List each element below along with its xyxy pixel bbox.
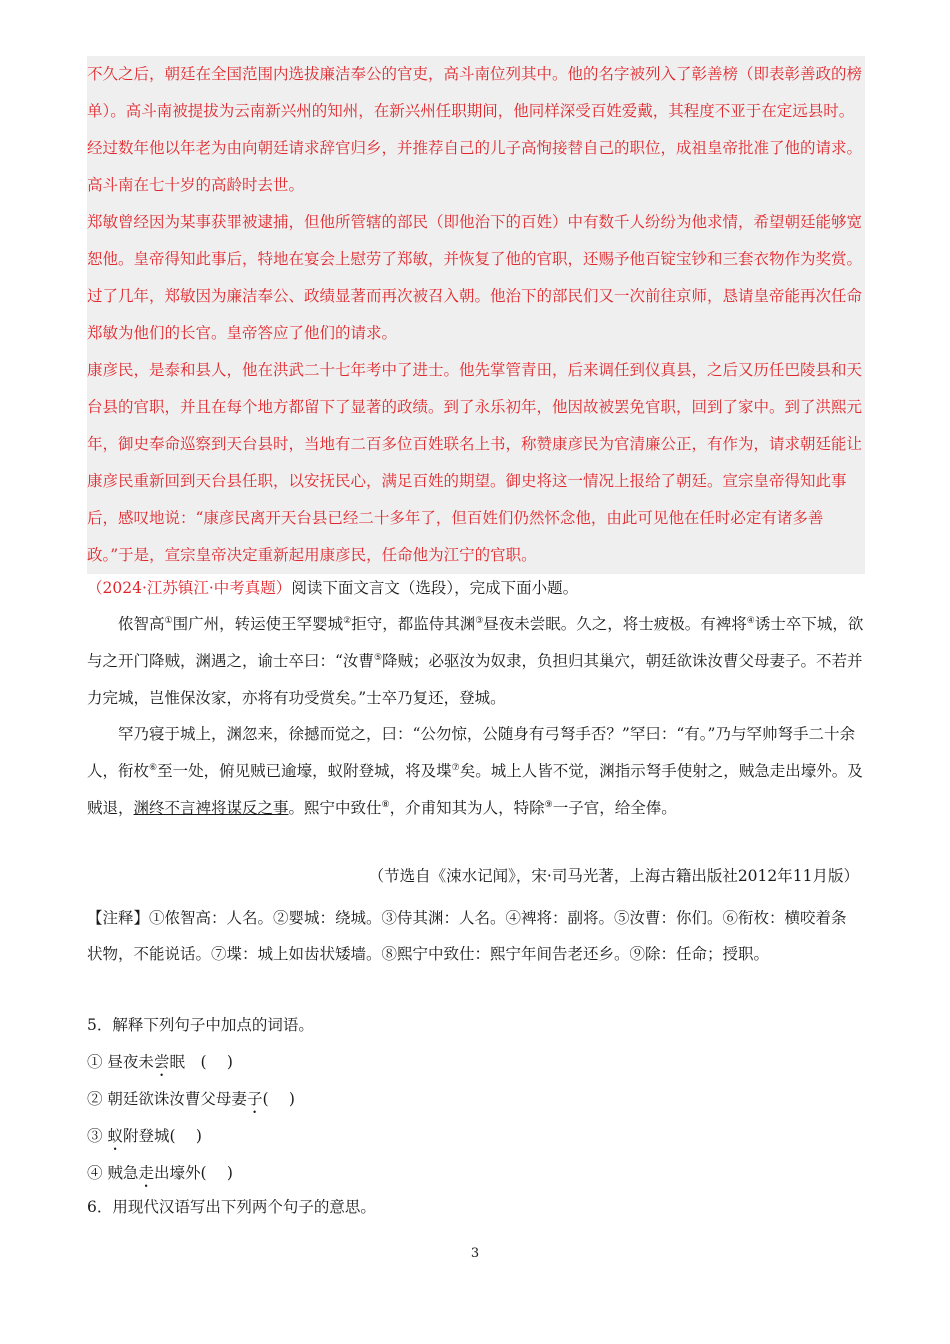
question-6-stem: 6．用现代汉语写出下列两个句子的意思。 xyxy=(87,1198,376,1216)
translation-paragraph-3: 康彦民，是泰和县人，他在洪武二十七年考中了进士。他先掌管青田，后来调任到仪真县，之后又历任巴陵县和天台县的官职，并且在每个地方都留下了显著的政绩。到了永乐初年，他因故被罢免官职，回到了家中。到了洪熙元年，御史奉命巡察到天台县时，当地有二百多位百姓联名上书，称赞康彦民为官清廉公正，有作为，请求朝廷能让康彦民重新回到天台县任职，以安抚民心，满足百姓的期望。御史将这一情况上报给了朝廷。宣宗皇帝得知此事后，感叹地说：“康彦民离开天台县已经二十多年了，但百姓们仍然怀念他，由此可见他在任时必定有诸多善政。”于是，宣宗皇帝决定重新起用康彦民，任命他为江宁的官职。 xyxy=(87,361,863,564)
footnote-ref: ③ xyxy=(475,615,484,626)
dotted-word: 尝 xyxy=(153,1053,170,1071)
translation-paragraph-1: 不久之后，朝廷在全国范围内选拔廉洁奉公的官吏，高斗南位列其中。他的名字被列入了彰善榜（即表彰善政的榜单）。高斗南被提拔为云南新兴州的知州，在新兴州任职期间，他同样深受百姓爱戴，其程度不亚于在定远县时。经过数年他以年老为由向朝廷请求辞官归乡，并推荐自己的儿子高恂接替自己的职位，成祖皇帝批准了他的请求。 高斗南在七十岁的高龄时去世。 xyxy=(87,65,863,194)
footnote-ref: ⑨ xyxy=(544,799,553,810)
underlined-sentence: 渊终不言裨将谋反之事 xyxy=(133,798,289,817)
question-5-item: ① 昼夜未尝眠 ( ) xyxy=(87,1053,233,1071)
classical-passage xyxy=(87,606,865,827)
annotation-notes: 【注释】①侬智高：人名。②婴城：绕城。③侍其渊：人名。④裨将：副将。⑤汝曹：你们。⑥衔枚：横咬着条 状物，不能说话。⑦堞：城上如齿状矮墙。⑧熙宁中致仕：熙宁年间告老还乡。⑨除：任命；授职。 xyxy=(87,909,847,963)
footnote-ref: ⑥ xyxy=(149,763,158,774)
question-instruction: 阅读下面文言文（选段），完成下面小题。 xyxy=(291,579,579,597)
question-5-item: ④ 贼急走出壕外( ) xyxy=(87,1164,233,1182)
footnote-ref: ② xyxy=(343,615,352,626)
dotted-word: 子 xyxy=(246,1090,263,1108)
footnote-ref: ⑤ xyxy=(373,652,383,663)
question-header xyxy=(87,576,865,600)
answer-translation-block xyxy=(87,56,865,574)
question-5-stem: 5．解释下列句子中加点的词语。 xyxy=(87,1016,314,1034)
question-5 xyxy=(87,1007,865,1192)
passage-paragraph-1: 侬智高①围广州，转运使王罕婴城②拒守，都监侍其渊③昼夜未尝眠。久之，将士疲极。有裨将④诱士卒下城，欲与之开门降贼，渊遇之，谕士卒曰：“汝曹⑤降贼；必驱汝为奴隶，负担归其巢穴，朝廷欲诛汝曹父母妻子。不若并力完城，岂惟保汝家，亦将有功受赏矣。”士卒乃复还，登城。 xyxy=(87,615,864,707)
passage-paragraph-2: 罕乃寝于城上，渊忽来，徐撼而觉之，曰：“公勿惊，公随身有弓弩手否？”罕曰：“有。”乃与罕帅弩手二十余人，衔枚⑥至一处，俯见贼已逾壕，蚁附登城，将及堞⑦矣。城上人皆不觉，渊指示弩手使射之，贼急走出壕外。及贼退，渊终不言裨将谋反之事。熙宁中致仕⑧，介甫知其为人，特除⑨一子官，给全俸。 xyxy=(87,725,863,817)
page-number: 3 xyxy=(470,1246,480,1261)
footnote-ref: ① xyxy=(164,615,173,626)
footnote-ref: ⑦ xyxy=(451,763,460,774)
footnote-ref: ④ xyxy=(746,615,755,626)
question-5-item: ③ 蚁附登城( ) xyxy=(87,1127,202,1145)
passage-citation: （节选自《涑水记闻》，宋·司马光著，上海古籍出版社2012年11月版） xyxy=(368,867,859,885)
question-5-item: ② 朝廷欲诛汝曹父母妻子( ) xyxy=(87,1090,295,1108)
dotted-word: 走 xyxy=(138,1164,154,1182)
question-source: （2024·江苏镇江·中考真题） xyxy=(87,579,292,597)
translation-paragraph-2: 郑敏曾经因为某事获罪被逮捕，但他所管辖的部民（即他治下的百姓）中有数千人纷纷为他求情，希望朝廷能够宽恕他。皇帝得知此事后，特地在宴会上慰劳了郑敏，并恢复了他的官职，还赐予他百锭宝钞和三套衣物作为奖赏。过了几年，郑敏因为廉洁奉公、政绩显著而再次被召入朝。他治下的部民们又一次前往京师，恳请皇帝能再次任命郑敏为他们的长官。皇帝答应了他们的请求。 xyxy=(87,213,863,342)
footnote-ref: ⑧ xyxy=(381,799,390,810)
dotted-word: 蚁 xyxy=(107,1127,123,1145)
